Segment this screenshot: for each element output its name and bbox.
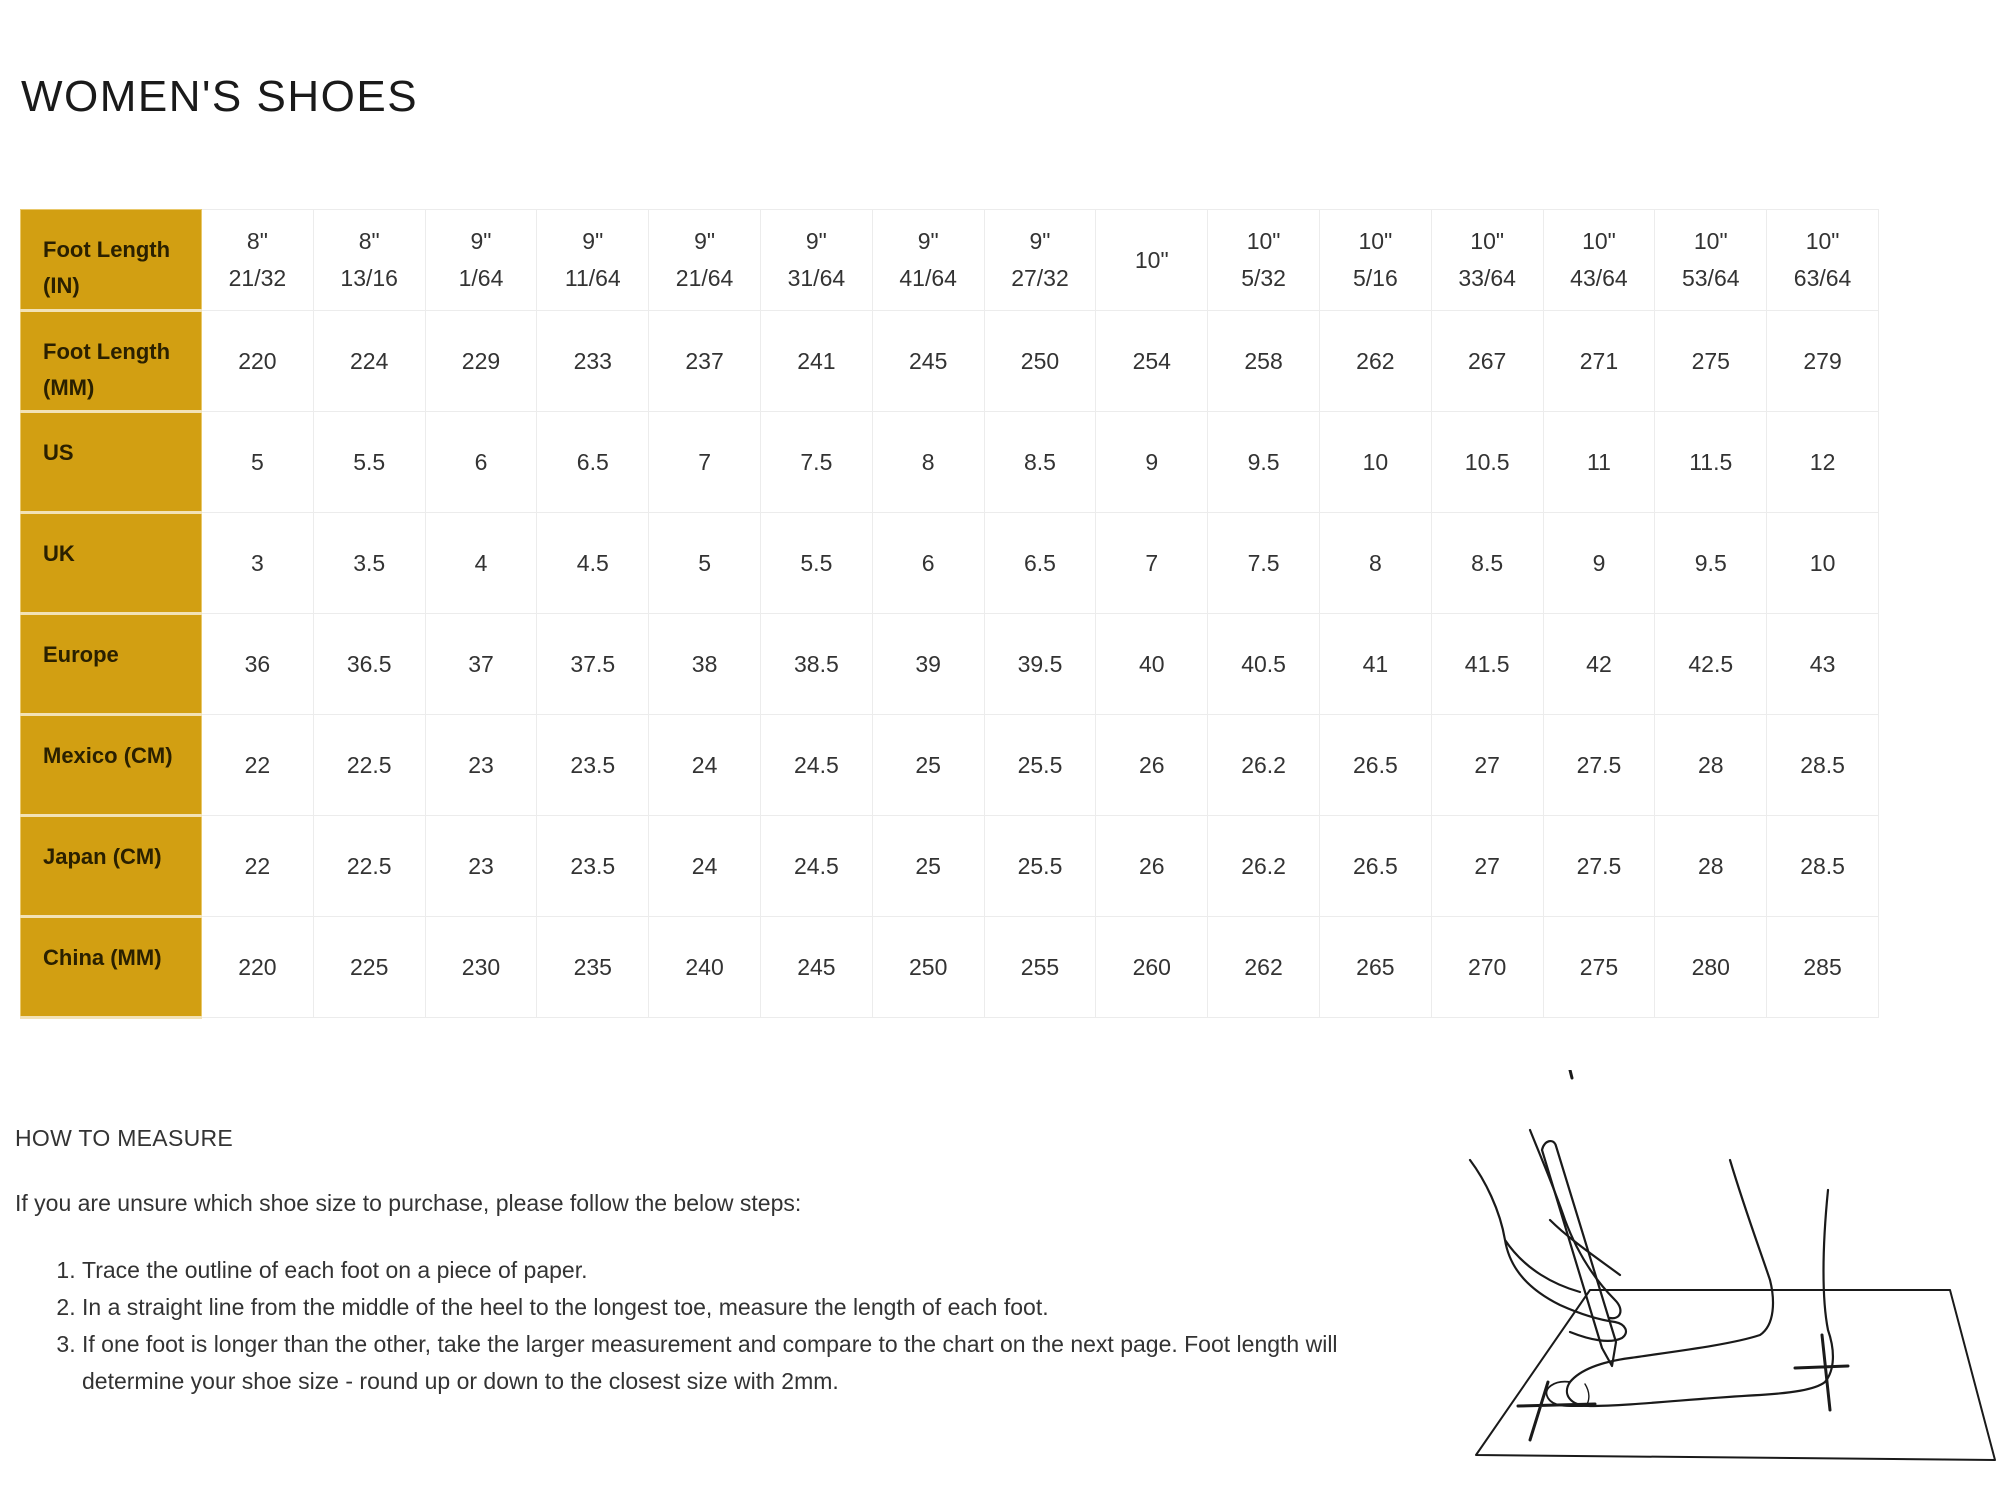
size-cell (1208, 311, 1320, 412)
size-cell (425, 311, 537, 412)
size-cell-line: 38.5 (794, 650, 839, 677)
size-cell (313, 614, 425, 715)
size-cell (313, 816, 425, 917)
size-cell (760, 513, 872, 614)
size-cell (1655, 614, 1767, 715)
row-header-line: Europe (43, 642, 119, 667)
size-cell-line: 28 (1697, 751, 1724, 778)
size-cell-line: 9 (1592, 549, 1606, 576)
size-cell (760, 715, 872, 816)
page-title: WOMEN'S SHOES (21, 72, 419, 121)
size-cell (313, 917, 425, 1018)
size-cell (1319, 614, 1431, 715)
size-cell (425, 412, 537, 513)
row-header-line: Foot Length (43, 237, 171, 262)
size-cell (1431, 715, 1543, 816)
size-cell (1319, 210, 1431, 311)
row-header (21, 816, 202, 917)
size-cell-line: 10" (1358, 228, 1393, 254)
size-cell (1543, 412, 1655, 513)
size-cell-line: 275 (1579, 953, 1619, 980)
size-cell (1767, 412, 1879, 513)
size-cell (984, 412, 1096, 513)
size-cell (649, 210, 761, 311)
size-cell-line: 10 (1362, 448, 1389, 475)
size-cell-line: 11 (1587, 448, 1611, 475)
size-cell (1543, 311, 1655, 412)
size-cell-line: 10" (1470, 228, 1505, 254)
size-cell-line: 39.5 (1017, 650, 1063, 677)
size-cell (1208, 715, 1320, 816)
size-cell (537, 614, 649, 715)
size-cell-line: 279 (1803, 347, 1842, 374)
size-cell-line: 10" (1134, 246, 1169, 273)
size-cell (537, 816, 649, 917)
size-cell-line: 10" (1693, 228, 1728, 254)
size-cell-line: 25.5 (1017, 852, 1063, 879)
size-cell-line: 240 (685, 953, 724, 980)
size-cell (1767, 816, 1879, 917)
size-cell-line: 8 (1368, 549, 1382, 576)
size-cell-line: 27.5 (1576, 751, 1622, 778)
size-cell (1096, 917, 1208, 1018)
size-cell (1096, 412, 1208, 513)
size-cell-line: 7.5 (1247, 549, 1280, 576)
size-cell-line: 5.5 (800, 549, 833, 576)
size-cell (1767, 614, 1879, 715)
size-cell-line: 43/64 (1570, 265, 1628, 291)
size-cell (313, 311, 425, 412)
size-cell-line: 33/64 (1458, 265, 1516, 291)
measure-steps-list (52, 1252, 1382, 1400)
size-cell-line: 11/64 (564, 265, 621, 291)
size-cell (1096, 513, 1208, 614)
size-cell (1431, 311, 1543, 412)
size-cell (1096, 816, 1208, 917)
size-cell-line: 250 (1020, 347, 1060, 374)
size-cell (872, 311, 984, 412)
row-header (21, 412, 202, 513)
size-cell-line: 235 (573, 953, 612, 980)
size-cell-line: 254 (1132, 347, 1171, 374)
size-cell-line: 241 (797, 347, 836, 374)
size-cell (313, 715, 425, 816)
size-cell (872, 715, 984, 816)
size-cell-line: 10" (1805, 228, 1840, 254)
size-cell-line: 42 (1586, 650, 1612, 677)
size-cell (1096, 311, 1208, 412)
size-cell-line: 260 (1132, 953, 1171, 980)
size-cell-line: 37.5 (570, 650, 616, 677)
size-cell (313, 412, 425, 513)
size-cell (872, 513, 984, 614)
size-cell-line: 262 (1244, 953, 1283, 980)
size-cell (1431, 513, 1543, 614)
size-cell-line: 9" (582, 228, 604, 254)
size-cell (313, 513, 425, 614)
size-cell (1767, 715, 1879, 816)
size-cell-line: 40 (1138, 650, 1165, 677)
size-cell-line: 255 (1020, 953, 1060, 980)
size-cell-line: 5/16 (1352, 265, 1398, 291)
size-cell-line: 41/64 (899, 265, 957, 291)
row-header (21, 614, 202, 715)
size-cell-line: 245 (908, 347, 948, 374)
size-cell (202, 311, 314, 412)
size-cell-line: 41.5 (1464, 650, 1510, 677)
size-cell-line: 13/16 (340, 265, 398, 291)
row-header-line: UK (43, 541, 75, 566)
size-cell-line: 27/32 (1011, 265, 1069, 291)
size-cell-line: 245 (797, 953, 836, 980)
how-to-measure-intro: If you are unsure which shoe size to purchase, please follow the below steps: (15, 1190, 802, 1216)
size-cell-line: 237 (685, 347, 724, 374)
size-cell-line: 12 (1809, 448, 1836, 475)
size-cell (1431, 412, 1543, 513)
size-cell-line: 26.2 (1241, 751, 1286, 778)
size-cell-line: 8" (246, 228, 268, 254)
size-chart-body (21, 210, 1879, 1018)
size-cell (872, 614, 984, 715)
size-cell (1431, 816, 1543, 917)
row-header-line: Mexico (CM) (43, 743, 173, 768)
size-cell (1655, 412, 1767, 513)
row-header-line: (IN) (43, 273, 80, 298)
size-cell-line: 8 (921, 448, 935, 475)
row-header (21, 513, 202, 614)
size-cell (202, 917, 314, 1018)
size-cell (984, 816, 1096, 917)
size-cell (202, 816, 314, 917)
row-header (21, 917, 202, 1018)
size-cell-line: 10" (1246, 228, 1281, 254)
size-cell-line: 258 (1244, 347, 1283, 374)
size-cell-line: 41 (1362, 650, 1389, 677)
size-cell (1431, 210, 1543, 311)
size-cell (1543, 715, 1655, 816)
pencil (1542, 1141, 1616, 1366)
size-cell (984, 311, 1096, 412)
size-cell (537, 412, 649, 513)
size-cell-line: 5 (251, 448, 264, 475)
size-cell-line: 26.5 (1352, 852, 1398, 879)
size-cell-line: 10 (1809, 549, 1836, 576)
size-row (21, 816, 1879, 917)
size-cell-line: 9.5 (1694, 549, 1727, 576)
row-header-line: China (MM) (43, 945, 162, 970)
size-cell-line: 7 (698, 448, 711, 475)
size-cell (1655, 210, 1767, 311)
size-cell (649, 412, 761, 513)
size-cell (872, 412, 984, 513)
toe-mark (1518, 1382, 1595, 1440)
size-cell-line: 43 (1809, 650, 1836, 677)
size-cell (984, 715, 1096, 816)
size-cell-line: 27 (1474, 852, 1500, 879)
size-cell-line: 23.5 (570, 751, 616, 778)
size-cell (649, 311, 761, 412)
size-cell (1319, 816, 1431, 917)
size-cell (537, 715, 649, 816)
size-cell-line: 23 (468, 751, 494, 778)
size-cell (1543, 917, 1655, 1018)
size-cell-line: 38 (691, 650, 718, 677)
size-cell-line: 224 (350, 347, 389, 374)
size-cell (202, 412, 314, 513)
size-cell-line: 36 (244, 650, 271, 677)
size-cell-line: 230 (461, 953, 501, 980)
size-cell-line: 1/64 (458, 265, 504, 291)
size-cell-line: 21/64 (675, 265, 734, 291)
size-cell-line: 4 (474, 549, 488, 576)
size-cell-line: 26 (1138, 852, 1165, 879)
size-cell-line: 280 (1691, 953, 1730, 980)
size-cell-line: 285 (1803, 953, 1842, 980)
size-cell-line: 21/32 (228, 265, 287, 291)
size-cell (1208, 816, 1320, 917)
size-cell-line: 26.5 (1352, 751, 1398, 778)
size-cell-line: 265 (1356, 953, 1395, 980)
size-cell (1543, 210, 1655, 311)
size-cell (202, 715, 314, 816)
size-cell (1431, 917, 1543, 1018)
size-cell (1655, 715, 1767, 816)
size-cell (1096, 210, 1208, 311)
size-cell-line: 39 (915, 650, 941, 677)
size-cell (1543, 614, 1655, 715)
size-cell (425, 816, 537, 917)
size-cell-line: 11.5 (1689, 448, 1733, 475)
size-cell (872, 917, 984, 1018)
size-cell-line: 220 (238, 953, 277, 980)
size-cell (537, 513, 649, 614)
size-cell-line: 22 (244, 751, 271, 778)
size-row (21, 513, 1879, 614)
size-cell-line: 9" (470, 228, 492, 254)
size-cell-line: 9" (805, 228, 827, 254)
size-cell (649, 715, 761, 816)
measure-step: 3. If one foot is longer than the other, take the larger measurement and compare to the chart on the next page. Foot length will determine your shoe size - round up or down to the closest size with 2mm. (82, 1326, 1382, 1400)
size-cell (1319, 513, 1431, 614)
size-cell-line: 225 (350, 953, 389, 980)
size-row (21, 412, 1879, 513)
size-cell-line: 262 (1356, 347, 1395, 374)
size-cell-line: 22.5 (346, 751, 392, 778)
size-cell-line: 8.5 (1023, 448, 1056, 475)
size-cell (425, 513, 537, 614)
size-cell (1319, 715, 1431, 816)
size-cell (760, 311, 872, 412)
size-row (21, 917, 1879, 1018)
size-cell-line: 271 (1579, 347, 1619, 374)
size-cell-line: 3 (251, 549, 264, 576)
size-cell (202, 210, 314, 311)
size-cell (760, 614, 872, 715)
size-cell-line: 6.5 (1023, 549, 1056, 576)
size-cell (1319, 311, 1431, 412)
size-cell-line: 233 (573, 347, 612, 374)
size-cell-line: 9.5 (1247, 448, 1280, 475)
size-cell (425, 917, 537, 1018)
row-header (21, 210, 202, 311)
size-cell-line: 36.5 (346, 650, 392, 677)
size-cell-line: 40.5 (1241, 650, 1286, 677)
size-cell-line: 28 (1697, 852, 1724, 879)
size-cell-line: 9" (1029, 228, 1051, 254)
size-cell (537, 917, 649, 1018)
size-cell-line: 267 (1467, 347, 1507, 374)
size-cell (1655, 311, 1767, 412)
size-cell (1655, 917, 1767, 1018)
size-cell (649, 513, 761, 614)
measure-step: 2. In a straight line from the middle of the heel to the longest toe, measure the length of each foot. (82, 1289, 1382, 1326)
size-cell (202, 513, 314, 614)
size-cell (1319, 412, 1431, 513)
size-cell-line: 6 (474, 448, 488, 475)
size-cell (872, 816, 984, 917)
size-cell (1655, 513, 1767, 614)
size-cell-line: 28.5 (1800, 751, 1845, 778)
size-cell (984, 513, 1096, 614)
paper-sheet (1476, 1290, 1995, 1460)
row-header (21, 311, 202, 412)
size-cell-line: 27 (1474, 751, 1500, 778)
size-cell-line: 8" (358, 228, 380, 254)
size-cell-line: 3.5 (353, 549, 386, 576)
size-cell (1655, 816, 1767, 917)
size-row (21, 715, 1879, 816)
size-cell-line: 229 (461, 347, 501, 374)
how-to-measure-heading: HOW TO MEASURE (15, 1125, 234, 1151)
size-cell-line: 9" (917, 228, 939, 254)
size-cell-line: 250 (908, 953, 948, 980)
size-cell (1319, 917, 1431, 1018)
size-cell-line: 10.5 (1464, 448, 1510, 475)
row-header-line: Japan (CM) (43, 844, 162, 869)
size-cell (1431, 614, 1543, 715)
size-cell-line: 24 (691, 751, 718, 778)
size-cell-line: 22.5 (346, 852, 392, 879)
size-cell-line: 24 (691, 852, 718, 879)
size-row (21, 614, 1879, 715)
heel-mark (1795, 1335, 1848, 1410)
size-cell-line: 22 (244, 852, 271, 879)
size-cell-line: 25 (915, 852, 941, 879)
size-cell (760, 210, 872, 311)
size-cell (984, 210, 1096, 311)
size-cell-line: 25.5 (1017, 751, 1063, 778)
size-cell-line: 63/64 (1793, 265, 1852, 291)
size-cell (649, 816, 761, 917)
size-cell-line: 23 (468, 852, 494, 879)
size-cell-line: 53/64 (1681, 265, 1740, 291)
size-cell (1208, 210, 1320, 311)
size-cell-line: 7.5 (800, 448, 833, 475)
size-cell (1767, 513, 1879, 614)
size-cell-line: 28.5 (1800, 852, 1845, 879)
row-header-line: (MM) (43, 375, 95, 400)
size-cell (760, 816, 872, 917)
size-cell (1096, 715, 1208, 816)
size-cell-line: 8.5 (1471, 549, 1504, 576)
size-cell (425, 715, 537, 816)
size-cell-line: 25 (915, 751, 941, 778)
size-cell-line: 9 (1145, 448, 1159, 475)
size-cell (202, 614, 314, 715)
size-cell (649, 917, 761, 1018)
size-chart-table (20, 209, 1879, 1019)
foot-outline (1567, 1160, 1833, 1406)
size-cell (872, 210, 984, 311)
size-row (21, 311, 1879, 412)
size-cell-line: 27.5 (1576, 852, 1622, 879)
size-cell-line: 220 (238, 347, 277, 374)
size-cell-line: 37 (468, 650, 494, 677)
size-cell (1208, 614, 1320, 715)
size-cell-line: 270 (1467, 953, 1507, 980)
size-cell (1208, 513, 1320, 614)
measure-step: 1. Trace the outline of each foot on a piece of paper. (82, 1252, 1382, 1289)
size-cell-line: 10" (1582, 228, 1616, 254)
size-cell-line: 31/64 (787, 265, 846, 291)
size-cell-line: 24.5 (794, 751, 839, 778)
size-row (21, 210, 1879, 311)
size-cell-line: 9" (694, 228, 716, 254)
size-cell-line: 5/32 (1241, 265, 1286, 291)
size-cell (1096, 614, 1208, 715)
size-cell-line: 6 (921, 549, 935, 576)
size-cell (760, 917, 872, 1018)
size-cell-line: 24.5 (794, 852, 839, 879)
size-cell (984, 614, 1096, 715)
size-cell-line: 5 (698, 549, 711, 576)
size-cell-line: 6.5 (576, 448, 609, 475)
size-cell (313, 210, 425, 311)
row-header-line: US (43, 440, 74, 465)
size-cell (1208, 917, 1320, 1018)
size-cell (1767, 917, 1879, 1018)
size-cell (984, 917, 1096, 1018)
size-cell-line: 5.5 (353, 448, 386, 475)
size-cell-line: 275 (1691, 347, 1730, 374)
size-cell (760, 412, 872, 513)
foot-tracing-illustration (1430, 1070, 2000, 1470)
size-cell (425, 210, 537, 311)
size-cell (537, 210, 649, 311)
size-cell-line: 42.5 (1688, 650, 1734, 677)
size-cell (425, 614, 537, 715)
row-header (21, 715, 202, 816)
size-cell (1543, 816, 1655, 917)
size-cell (649, 614, 761, 715)
size-cell (1208, 412, 1320, 513)
size-cell (1767, 210, 1879, 311)
size-cell-line: 26.2 (1241, 852, 1286, 879)
size-cell (537, 311, 649, 412)
size-cell (1767, 311, 1879, 412)
row-header-line: Foot Length (43, 339, 171, 364)
hand-outline (1470, 1160, 1626, 1341)
size-cell-line: 7 (1145, 549, 1159, 576)
size-cell (1543, 513, 1655, 614)
size-cell-line: 26 (1138, 751, 1165, 778)
size-cell-line: 4.5 (576, 549, 609, 576)
size-cell-line: 23.5 (570, 852, 616, 879)
